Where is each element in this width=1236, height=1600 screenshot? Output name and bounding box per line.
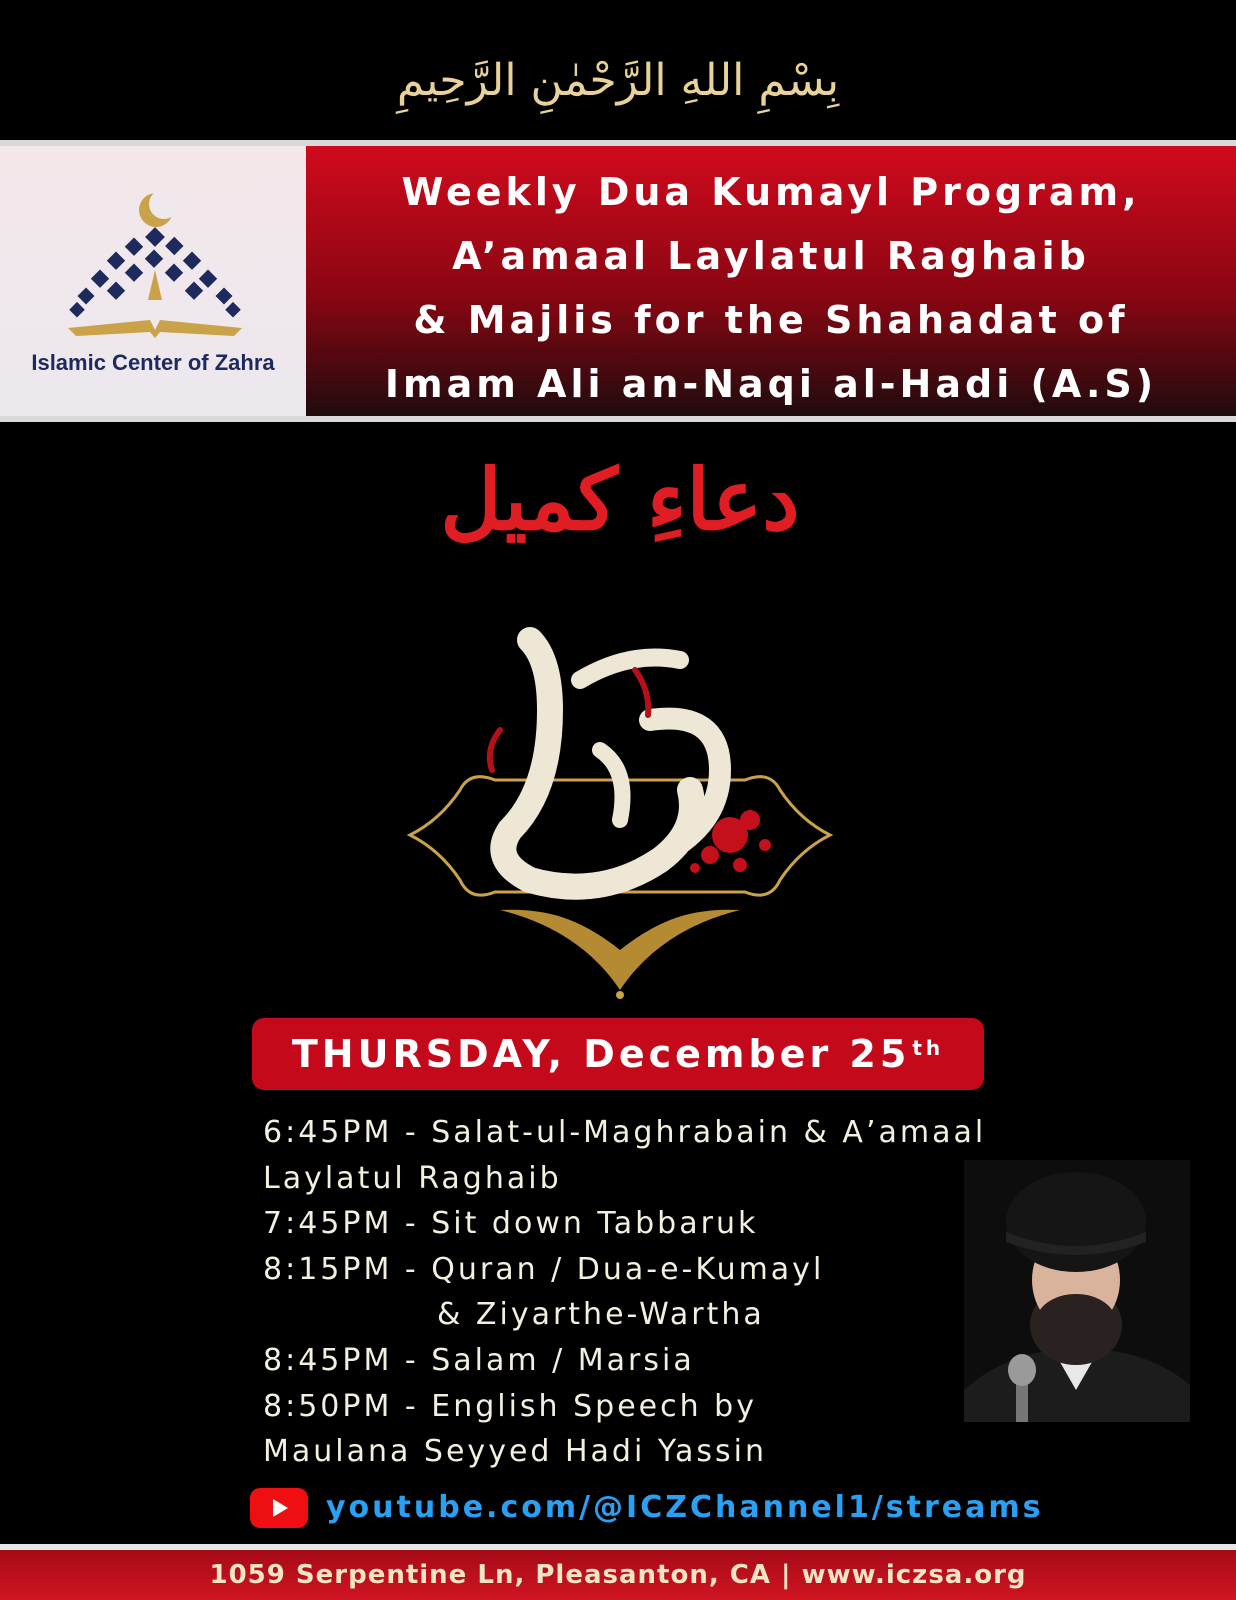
program-title [306,160,1236,416]
schedule-item: Maulana Seyyed Hadi Yassin [263,1434,768,1470]
schedule-item: 8:45PM - Salam / Marsia [263,1342,695,1378]
book-icon [68,320,242,338]
islamic-center-logo [50,180,260,345]
title-line: & Majlis for the Shahadat of [413,298,1129,342]
microphone-icon [1008,1354,1036,1386]
arabesque-ornament-icon [500,910,740,990]
title-line: Imam Ali an-Naqi al-Hadi (A.S) [384,362,1158,406]
event-schedule [263,1110,1023,1475]
youtube-play-icon[interactable] [250,1488,308,1528]
bismillah-calligraphy: بِسْمِ اللهِ الرَّحْمٰنِ الرَّحِيمِ [396,54,840,106]
schedule-item: & Ziyarthe-Wartha [437,1297,765,1333]
schedule-item: 8:15PM - Quran / Dua-e-Kumayl [263,1251,825,1287]
dua-kumayl-arabic-title: دعاءِ کمیل [440,450,800,549]
logo-name: Islamic Center of Zahra [31,350,275,375]
pen-icon [148,270,162,300]
event-date-main: THURSDAY, December 25 [291,1032,911,1076]
event-date [252,1018,984,1090]
youtube-stream-link[interactable]: youtube.com/@ICZChannel1/streams [326,1490,1044,1525]
bismillah-header [0,30,1236,130]
event-date-suffix: th [912,1036,945,1060]
schedule-item: 6:45PM - Salat-ul-Maghrabain & A’amaal [263,1115,987,1150]
title-line: A’amaal Laylatul Raghaib [452,234,1090,278]
speaker-photo [964,1160,1190,1422]
schedule-item: Laylatul Raghaib [263,1160,562,1196]
imam-hadi-calligraphy-artwork [400,620,840,1000]
title-line: Weekly Dua Kumayl Program, [401,170,1141,214]
schedule-item: 8:50PM - English Speech by [263,1388,757,1424]
header-divider-bottom [0,416,1236,422]
footer-bar [0,1550,1236,1600]
footer-address-website: 1059 Serpentine Ln, Pleasanton, CA | www.iczsa.org [209,1560,1027,1590]
schedule-item: 7:45PM - Sit down Tabbaruk [263,1206,759,1242]
